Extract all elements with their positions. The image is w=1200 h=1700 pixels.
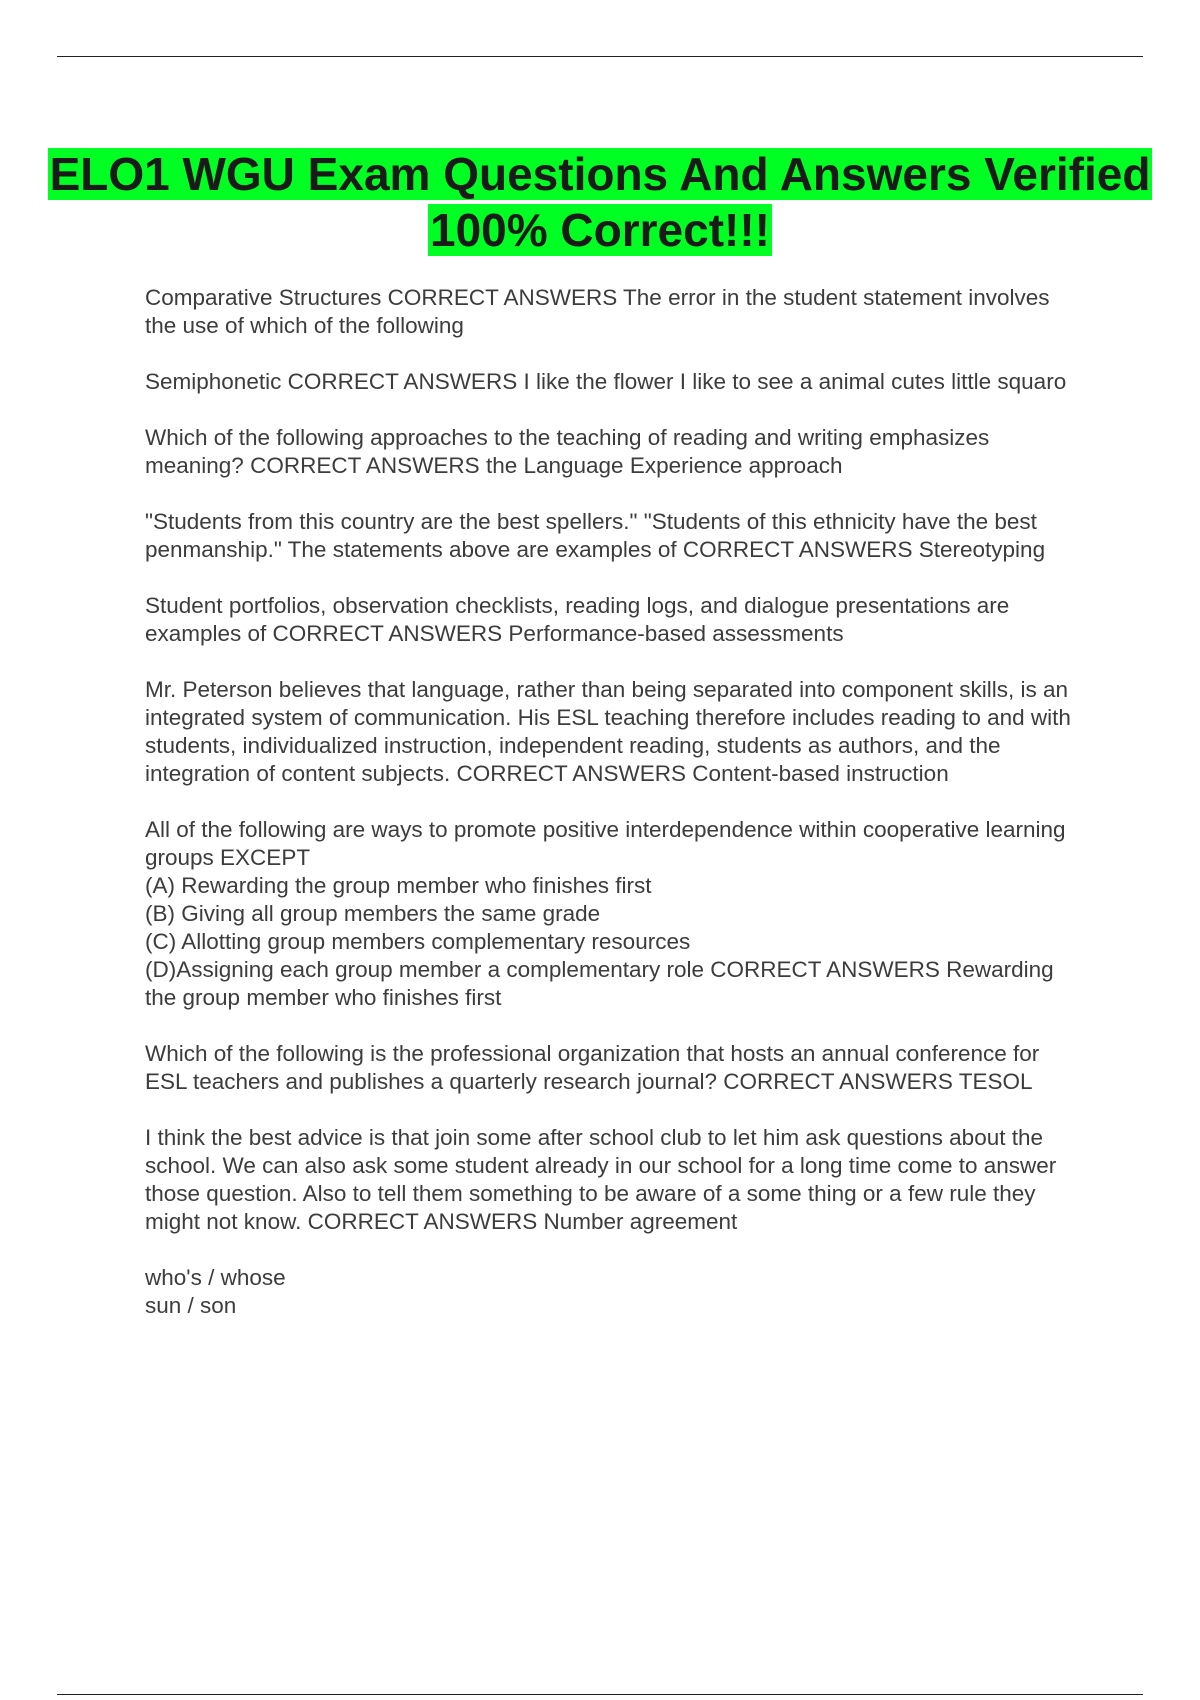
qa-paragraph-10: who's / whose sun / son: [145, 1265, 286, 1318]
bottom-divider: [57, 1694, 1143, 1695]
qa-paragraph-5: Student portfolios, observation checklists, reading logs, and dialogue presentations are examples of CORRECT ANSWERS Performance-based assessments: [145, 593, 1010, 646]
document-body: [145, 284, 1085, 1348]
qa-paragraph-2: Semiphonetic CORRECT ANSWERS I like the flower I like to see a animal cutes little squaro: [145, 369, 1067, 394]
qa-paragraph-1: Comparative Structures CORRECT ANSWERS The error in the student statement involves the use of which of the following: [145, 285, 1050, 338]
qa-paragraph-9: I think the best advice is that join some after school club to let him ask questions about the school. We can also ask some student already in our school for a long time come to answer those question. Also to tell them something to be aware of a some thing or a few rule they might not know. CORRECT ANSWERS Number agreement: [145, 1125, 1057, 1234]
qa-paragraph-3: Which of the following approaches to the teaching of reading and writing emphasizes meaning? CORRECT ANSWERS the Language Experience approach: [145, 425, 990, 478]
document-title: ELO1 WGU Exam Questions And Answers Verified 100% Correct!!!: [49, 148, 1151, 256]
qa-paragraph-8: Which of the following is the professional organization that hosts an annual conference for ESL teachers and publishes a quarterly research journal? CORRECT ANSWERS TESOL: [145, 1041, 1040, 1094]
qa-paragraph-4: "Students from this country are the best spellers." "Students of this ethnicity have the best penmanship." The statements above are examples of CORRECT ANSWERS Stereotyping: [145, 509, 1046, 562]
title-block: [0, 146, 1200, 258]
top-divider: [57, 56, 1143, 57]
qa-paragraph-7: All of the following are ways to promote positive interdependence within cooperative learning groups EXCEPT (A) Rewarding the group member who finishes first (B) Giving all group members the same grade (C) Allotting group members complementary resources (D)Assigning each group member a complementary role CORRECT ANSWERS Rewarding the group member who finishes first: [145, 817, 1066, 1010]
qa-paragraph-6: Mr. Peterson believes that language, rather than being separated into component skills, is an integrated system of communication. His ESL teaching therefore includes reading to and with students, individualized instruction, independent reading, students as authors, and the integration of content subjects. CORRECT ANSWERS Content-based instruction: [145, 677, 1071, 786]
